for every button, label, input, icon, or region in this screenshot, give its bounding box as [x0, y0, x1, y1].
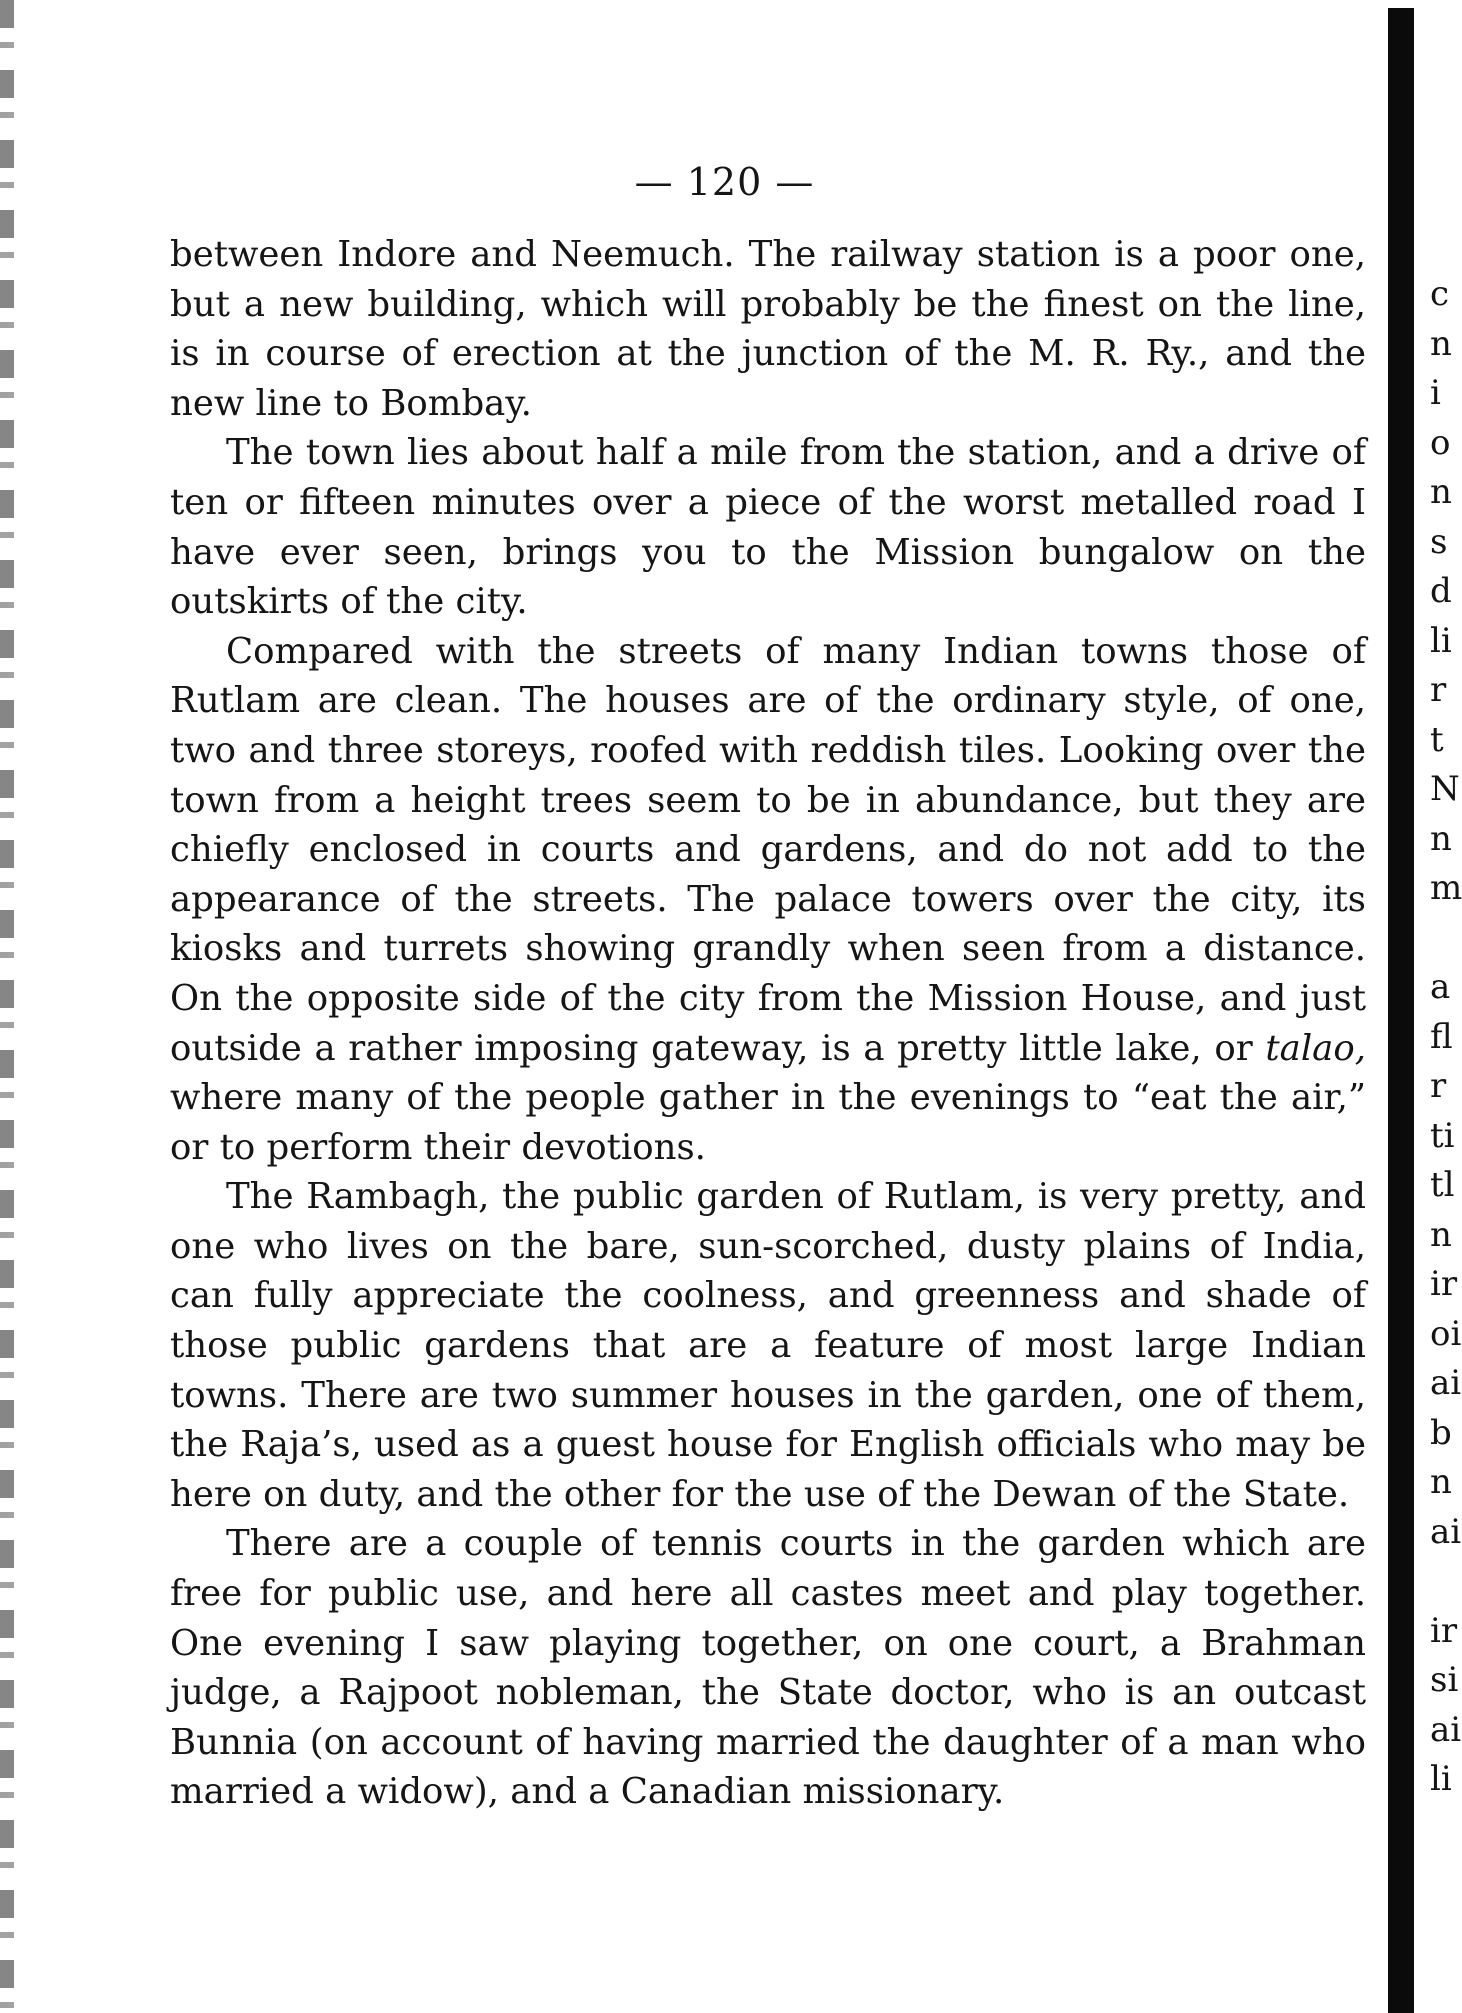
fragment: ir — [1430, 1264, 1458, 1304]
fragment: s — [1430, 521, 1448, 562]
fragment: n — [1430, 472, 1452, 512]
page-number: — 120 — — [634, 160, 815, 204]
fragment: ai — [1430, 1709, 1462, 1750]
paragraph: between Indore and Neemuch. The railway station is a poor one, but a new building, which will probably be the finest on the line, is in course of erection at the junction of the M. R. Ry., and the new line to Bombay. — [170, 234, 1366, 424]
fragment: oi — [1430, 1313, 1462, 1354]
fragment: li — [1430, 620, 1452, 661]
fragment: c — [1430, 274, 1450, 314]
fragment: t — [1430, 719, 1444, 760]
fragment: n — [1430, 818, 1452, 859]
paragraph: The town lies about half a mile from the station, and a drive of ten or fifteen minutes over a piece of the worst metalled road I have ever seen, brings you to the Mission bungalow on the outskirts of the city. — [170, 432, 1366, 623]
fragment: n — [1430, 1462, 1452, 1502]
fragment: ti — [1430, 1115, 1455, 1156]
gutter-shadow — [1388, 8, 1414, 2013]
fragment: n — [1430, 323, 1452, 364]
fragment: i — [1430, 373, 1441, 413]
fragment: fl — [1430, 1016, 1453, 1057]
fragment: d — [1430, 571, 1452, 611]
body-text — [170, 230, 1366, 1817]
fragment: li — [1430, 1759, 1452, 1799]
fragment: ai — [1430, 1363, 1462, 1403]
fragment: o — [1430, 422, 1451, 463]
fragment: a — [1430, 967, 1451, 1007]
fragment: ir — [1430, 1610, 1458, 1651]
paragraph: There are a couple of tennis courts in the garden which are free for public use, and here all castes meet and play together. One evening I saw playing together, on one court, a Brahman judge, a Rajpoot nobleman, the State doctor, who is an outcast Bunnia (on account of having married the daughter of a man who married a widow), and a Canadian missionary. — [170, 1523, 1366, 1813]
fragment — [1430, 914, 1449, 964]
fragment: N — [1430, 769, 1460, 809]
fragment: si — [1430, 1660, 1459, 1700]
fragment: m — [1430, 868, 1462, 908]
fragment: ai — [1430, 1511, 1462, 1552]
page-left-edge — [0, 0, 14, 2013]
facing-page-fragments — [1430, 270, 1462, 1805]
fragment: r — [1430, 670, 1447, 710]
paragraph: Compared with the streets of many Indian towns those of Rutlam are clean. The houses are of the ordinary style, of one, two and three storeys, roofed with reddish tiles. Looking over the town from a height trees seem to be in abundance, but they are chiefly enclosed in courts and gardens, and do not add to the appearance of the streets. The palace towers over the city, its kiosks and turrets showing grandly when seen from a distance. On the opposite side of the city from the Mission House, and just outside a rather imposing gateway, is a pretty little lake, or talao, where many of the people gather in the evenings to “eat the air,” or to perform their devotions. — [170, 630, 1366, 1168]
fragment: b — [1430, 1412, 1452, 1453]
paragraph: The Rambagh, the public garden of Rutlam, is very pretty, and one who lives on the bare, sun-scorched, dusty plains of India, can fully appreciate the coolness, and greenness and shade of those public gardens that are a feature of most large Indian towns. There are two summer houses in the garden, one of them, the Raja’s, used as a guest house for English officials who may be here on duty, and the other for the use of the Dewan of the State. — [170, 1176, 1366, 1515]
fragment: tl — [1430, 1165, 1455, 1205]
fragment: n — [1430, 1214, 1452, 1255]
fragment — [1430, 1557, 1449, 1607]
fragment: r — [1430, 1066, 1447, 1106]
